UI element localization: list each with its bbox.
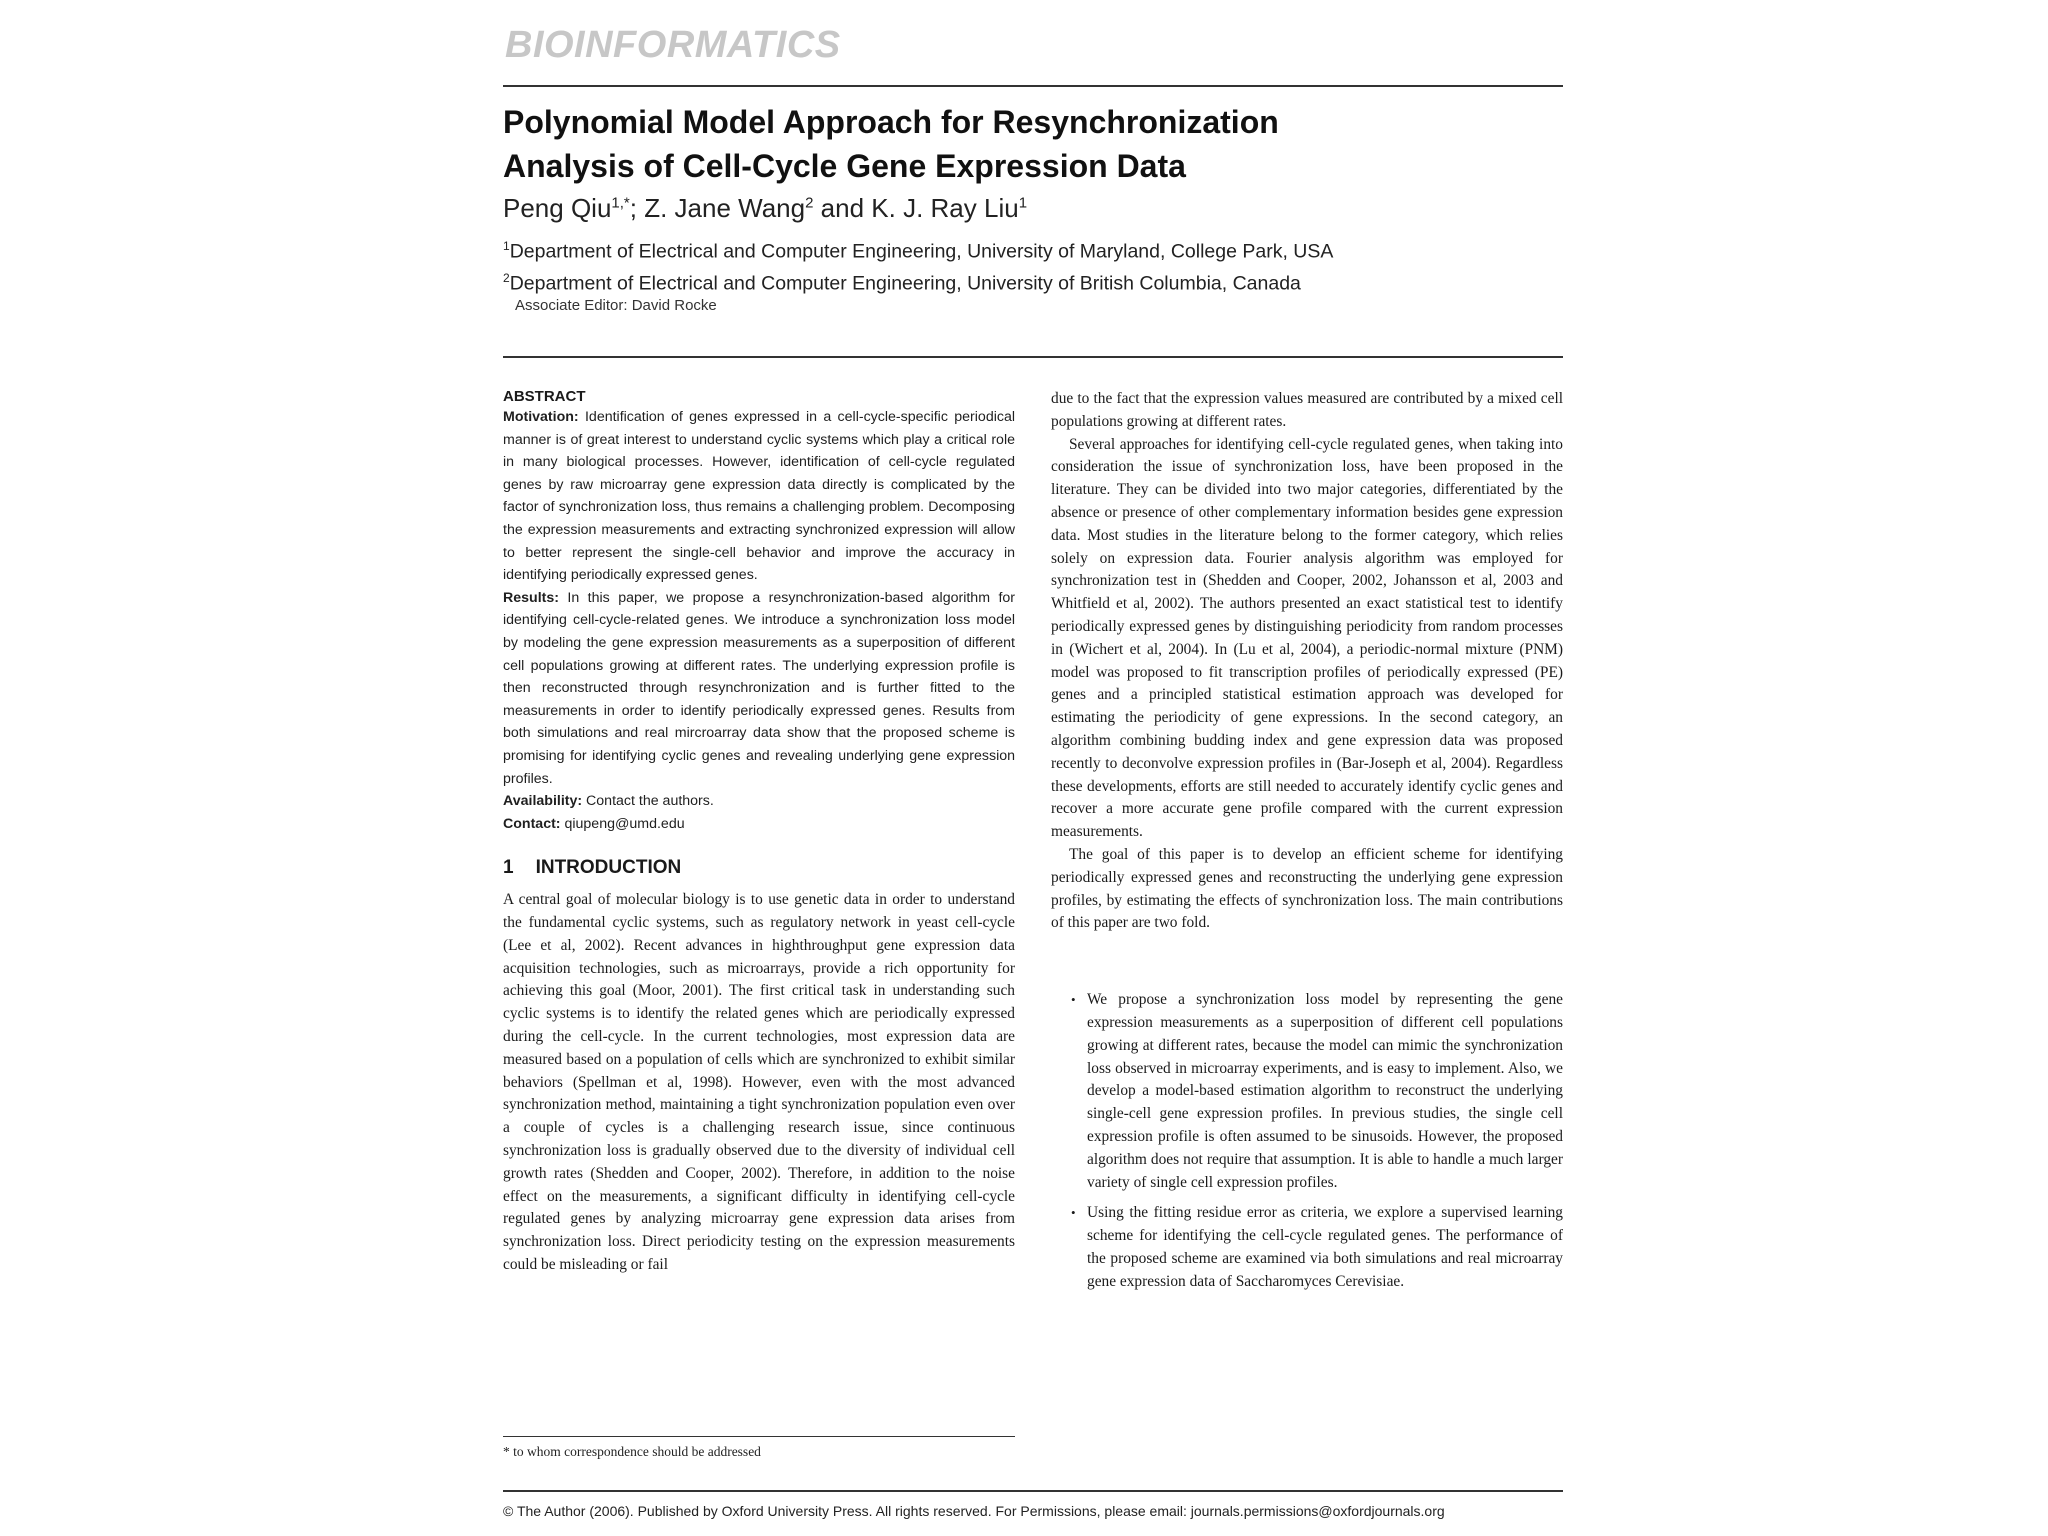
bullet-icon: • [1071, 992, 1076, 1008]
affiliation-mark: 2 [503, 270, 510, 285]
right-column [1051, 388, 1563, 1301]
affiliation-text: Department of Electrical and Computer Engineering, University of British Columbia, Canada [509, 272, 1301, 294]
motivation-label: Motivation: [503, 409, 579, 425]
title-line-2: Analysis of Cell-Cycle Gene Expression Data [503, 148, 1186, 184]
author-separator: and [813, 193, 872, 223]
contact-email[interactable]: qiupeng@umd.edu [560, 815, 685, 832]
affiliation-text: Department of Electrical and Computer Engineering, University of Maryland, College Park, USA [509, 240, 1334, 263]
section-title: INTRODUCTION [535, 857, 682, 879]
author-name: Peng Qiu [503, 193, 612, 223]
copyright-notice: © The Author (2006). Published by Oxford University Press. All rights reserved. For Permissions, please email: journals.permissions@oxfordjournals.org [503, 1503, 1445, 1519]
availability-text: Contact the authors. [582, 793, 714, 810]
affiliation-2 [503, 265, 1333, 297]
footnote: * to whom correspondence should be addressed [503, 1444, 761, 1459]
list-item [1051, 989, 1563, 1194]
abstract-results [503, 587, 1015, 790]
paper-title [503, 100, 1503, 188]
abstract-availability [503, 790, 1015, 813]
author-name: Z. Jane Wang [644, 193, 806, 223]
footnote-rule [503, 1436, 1015, 1437]
affiliations [503, 233, 1333, 296]
abstract-motivation [503, 406, 1015, 587]
contribution-list [1051, 989, 1563, 1293]
author-separator: ; [629, 193, 645, 223]
intro-paragraph-2: Several approaches for identifying cell-cycle regulated genes, when taking into consideration the issue of synchronization loss, have been proposed in the literature. They can be divided into two major categories, differentiated by the absence or presence of other complementary information besides gene expression data. Most studies in the literature belong to the former category, which relies solely on expression data. Fourier analysis algorithm was employed for synchronization test in (Shedden and Cooper, 2002, Johansson et al, 2003 and Whitfield et al, 2002). The authors presented an exact statistical test to identify periodically expressed genes by distinguishing periodicity from random processes in (Wichert et al, 2004). In (Lu et al, 2004), a periodic-normal mixture (PNM) model was proposed to fit transcription profiles of periodically expressed (PE) genes and a principled statistical estimation approach was developed for estimating the periodicity of gene expressions. In the second category, an algorithm combining budding index and gene expression data was proposed recently to deconvolve expression profiles in (Bar-Joseph et al, 2004). Regardless these developments, efforts are still needed to accurately identify cyclic genes and recover a more accurate gene profile compared with the current expression measurements. [1051, 435, 1563, 841]
contact-label: Contact: [503, 815, 561, 832]
paper-page [503, 0, 1563, 1536]
author-mark: 2 [805, 194, 814, 212]
title-block-rule [503, 356, 1563, 358]
list-item-text: Using the fitting residue error as criteria, we explore a supervised learning scheme for identifying the cell-cycle regulated genes. The performance of the proposed scheme are examined via both simulations and real microarray gene expression data of Saccharomyces Cerevisiae. [1087, 1204, 1563, 1290]
section-heading-introduction [503, 857, 1015, 879]
footer-rule [503, 1490, 1563, 1492]
author-name: K. J. Ray Liu [871, 193, 1019, 223]
abstract-heading: ABSTRACT [503, 388, 586, 405]
affiliation-mark: 1 [503, 239, 510, 253]
author-mark: 1 [1018, 194, 1028, 212]
header-rule [503, 85, 1563, 87]
intro-paragraph-3: The goal of this paper is to develop an efficient scheme for identifying periodically expressed genes and reconstructing the underlying gene expression profiles, by estimating the effects of synchronization loss. The main contributions of this paper are two fold. [1051, 845, 1563, 932]
results-text: In this paper, we propose a resynchronization-based algorithm for identifying cell-cycle-related genes. We introduce a synchronization loss model by modeling the gene expression measurements as a superposition of different cell populations growing at different rates. The underlying expression profile is then reconstructed through resynchronization and is further fitted to the measurements in order to identify periodically expressed genes. Results from both simulations and real mircroarray data show that the proposed scheme is promising for identifying cyclic genes and revealing underlying gene expression profiles. [503, 589, 1015, 787]
intro-paragraph-1-continued: due to the fact that the expression values measured are contributed by a mixed cell populations growing at different rates. [1051, 390, 1563, 430]
abstract-contact [503, 813, 1015, 836]
affiliation-1 [503, 233, 1333, 265]
results-label: Results: [503, 589, 559, 606]
associate-editor: Associate Editor: David Rocke [515, 297, 717, 314]
journal-name: BIOINFORMATICS [505, 24, 841, 66]
list-item-text: We propose a synchronization loss model by representing the gene expression measurements as a superposition of different cell populations growing at different rates, because the model can mimic the synchronization loss observed in microarray experiments, and is easy to implement. Also, we develop a model-based estimation algorithm to reconstruct the underlying single-cell gene expression profiles. In previous studies, the single cell expression profile is often assumed to be sinusoids. However, the proposed algorithm does not require that assumption. It is able to handle a much larger variety of single cell expression profiles. [1087, 991, 1563, 1191]
motivation-text: Identification of genes expressed in a cell-cycle-specific periodical manner is of great interest to understand cyclic systems which play a critical role in many biological processes. However, identification of cell-cycle regulated genes by raw microarray gene expression data directly is complicated by the factor of synchronization loss, thus remains a challenging problem. Decomposing the expression measurements and extracting synchronized expression will allow to better represent the single-cell behavior and improve the accuracy in identifying periodically expressed genes. [503, 409, 1015, 584]
availability-label: Availability: [503, 793, 583, 810]
left-column [503, 388, 1015, 1277]
author-list [503, 193, 1027, 224]
bullet-icon: • [1071, 1205, 1076, 1221]
section-number: 1 [503, 857, 514, 879]
intro-paragraph-1: A central goal of molecular biology is to use genetic data in order to understand the fundamental cyclic systems, such as regulatory network in yeast cell-cycle (Lee et al, 2002). Recent advances in highthroughput gene expression data acquisition technologies, such as microarrays, provide a rich opportunity for achieving this goal (Moor, 2001). The first critical task in understanding such cyclic systems is to identify the related genes which are periodically expressed during the cell-cycle. In the current technologies, most expression data are measured based on a population of cells which are synchronized to exhibit similar behaviors (Spellman et al, 1998). However, even with the most advanced synchronization method, maintaining a tight synchronization population even over a couple of cycles is a challenging research issue, since continuous synchronization loss is gradually observed due to the diversity of individual cell growth rates (Shedden and Cooper, 2002). Therefore, in addition to the noise effect on the measurements, a significant difficulty in identifying cell-cycle regulated genes by analyzing microarray gene expression data arises from synchronization loss. Direct periodicity testing on the expression measurements could be misleading or fail [503, 891, 1015, 1274]
title-line-1: Polynomial Model Approach for Resynchronization [503, 104, 1279, 140]
author-mark: 1,* [611, 194, 630, 212]
list-item [1051, 1202, 1563, 1293]
